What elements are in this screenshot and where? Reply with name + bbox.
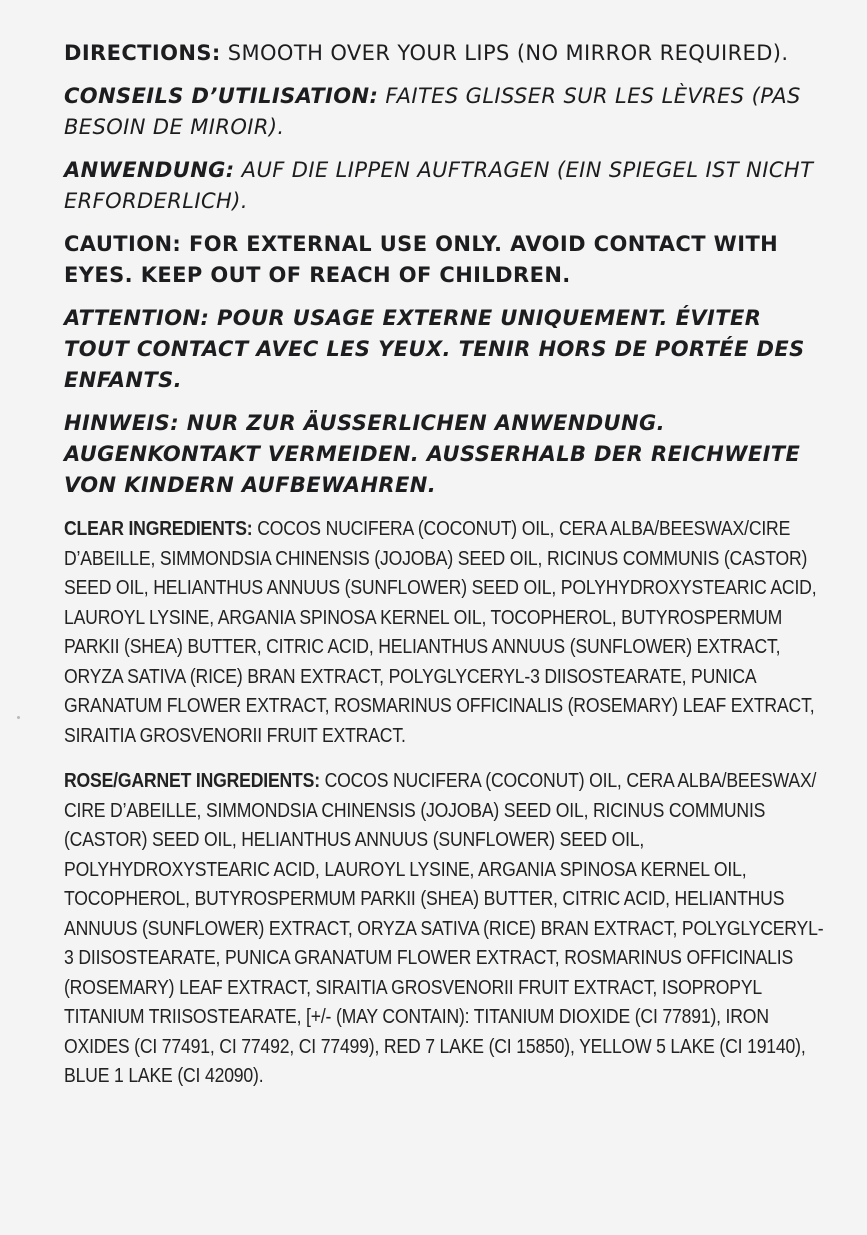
directions-text: SMOOTH OVER YOUR LIPS (NO MIRROR REQUIRED). xyxy=(220,41,789,65)
attention-paragraph: ATTENTION: POUR USAGE EXTERNE UNIQUEMENT. ÉVITER TOUT CONTACT AVEC LES YEUX. TENIR HORS DE PORTÉE DES ENFANTS. xyxy=(64,306,805,392)
anwendung-paragraph xyxy=(64,155,823,217)
rose-garnet-ingredients-text: COCOS NUCIFERA (COCONUT) OIL, CERA ALBA/BEESWAX/ CIRE D’ABEILLE, SIMMONDSIA CHINENSIS (JOJOBA) SEED OIL, RICINUS COMMUNIS (CASTOR) SEED OIL, HELIANTHUS ANNUUS (SUNFLOWER) SEED OIL, POLYHYDROXYSTEARIC ACID, LAUROYL LYSINE, ARGANIA SPINOSA KERNEL OIL, TOCOPHEROL, BUTYROSPERMUM PARKII (SHEA) BUTTER, CITRIC ACID, HELIANTHUS ANNUUS (SUNFLOWER) EXTRACT, ORYZA SATIVA (RICE) BRAN EXTRACT, POLYGLYCERYL-3 DIISOSTEARATE, PUNICA GRANATUM FLOWER EXTRACT, ROSMARINUS OFFICINALIS (ROSEMARY) LEAF EXTRACT, SIRAITIA GROSVENORII FRUIT EXTRACT, ISOPROPYL TITANIUM TRIISOSTEARATE, [+/- (MAY CONTAIN): TITANIUM DIOXIDE (CI 77891), IRON OXIDES (CI 77491, CI 77492, CI 77499), RED 7 LAKE (CI 15850), YELLOW 5 LAKE (CI 19140), BLUE 1 LAKE (CI 42090). xyxy=(64,770,824,1087)
clear-ingredients-text: COCOS NUCIFERA (COCONUT) OIL, CERA ALBA/BEESWAX/CIRE D’ABEILLE, SIMMONDSIA CHINENSIS (JOJOBA) SEED OIL, RICINUS COMMUNIS (CASTOR) SEED OIL, HELIANTHUS ANNUUS (SUNFLOWER) SEED OIL, POLYHYDROXYSTEARIC ACID, LAUROYL LYSINE, ARGANIA SPINOSA KERNEL OIL, TOCOPHEROL, BUTYROSPERMUM PARKII (SHEA) BUTTER, CITRIC ACID, HELIANTHUS ANNUUS (SUNFLOWER) EXTRACT, ORYZA SATIVA (RICE) BRAN EXTRACT, POLYGLYCERYL-3 DIISOSTEARATE, PUNICA GRANATUM FLOWER EXTRACT, ROSMARINUS OFFICINALIS (ROSEMARY) LEAF EXTRACT, SIRAITIA GROSVENORII FRUIT EXTRACT. xyxy=(64,518,817,747)
directions-label: DIRECTIONS: xyxy=(64,41,221,65)
rose-garnet-ingredients-label: ROSE/GARNET INGREDIENTS: xyxy=(64,770,320,792)
caution-paragraph: CAUTION: FOR EXTERNAL USE ONLY. AVOID CONTACT WITH EYES. KEEP OUT OF REACH OF CHILDREN. xyxy=(64,232,779,287)
edge-mark xyxy=(17,716,20,719)
rose-garnet-ingredients-paragraph xyxy=(64,767,823,1092)
anwendung-text: AUF DIE LIPPEN AUFTRAGEN (EIN SPIEGEL IST NICHT ERFORDERLICH). xyxy=(64,158,814,213)
anwendung-label: ANWENDUNG: xyxy=(64,158,235,182)
conseils-paragraph xyxy=(64,81,823,143)
clear-ingredients-paragraph xyxy=(64,515,823,751)
hinweis-paragraph: HINWEIS: NUR ZUR ÄUSSERLICHEN ANWENDUNG. AUGENKONTAKT VERMEIDEN. AUSSERHALB DER REICHWEITE VON KINDERN AUFBEWAHREN. xyxy=(64,411,801,497)
clear-ingredients-label: CLEAR INGREDIENTS: xyxy=(64,518,253,540)
conseils-text: FAITES GLISSER SUR LES LÈVRES (PAS BESOIN DE MIROIR). xyxy=(64,84,801,139)
directions-paragraph xyxy=(64,38,823,69)
conseils-label: CONSEILS D’UTILISATION: xyxy=(64,84,379,108)
